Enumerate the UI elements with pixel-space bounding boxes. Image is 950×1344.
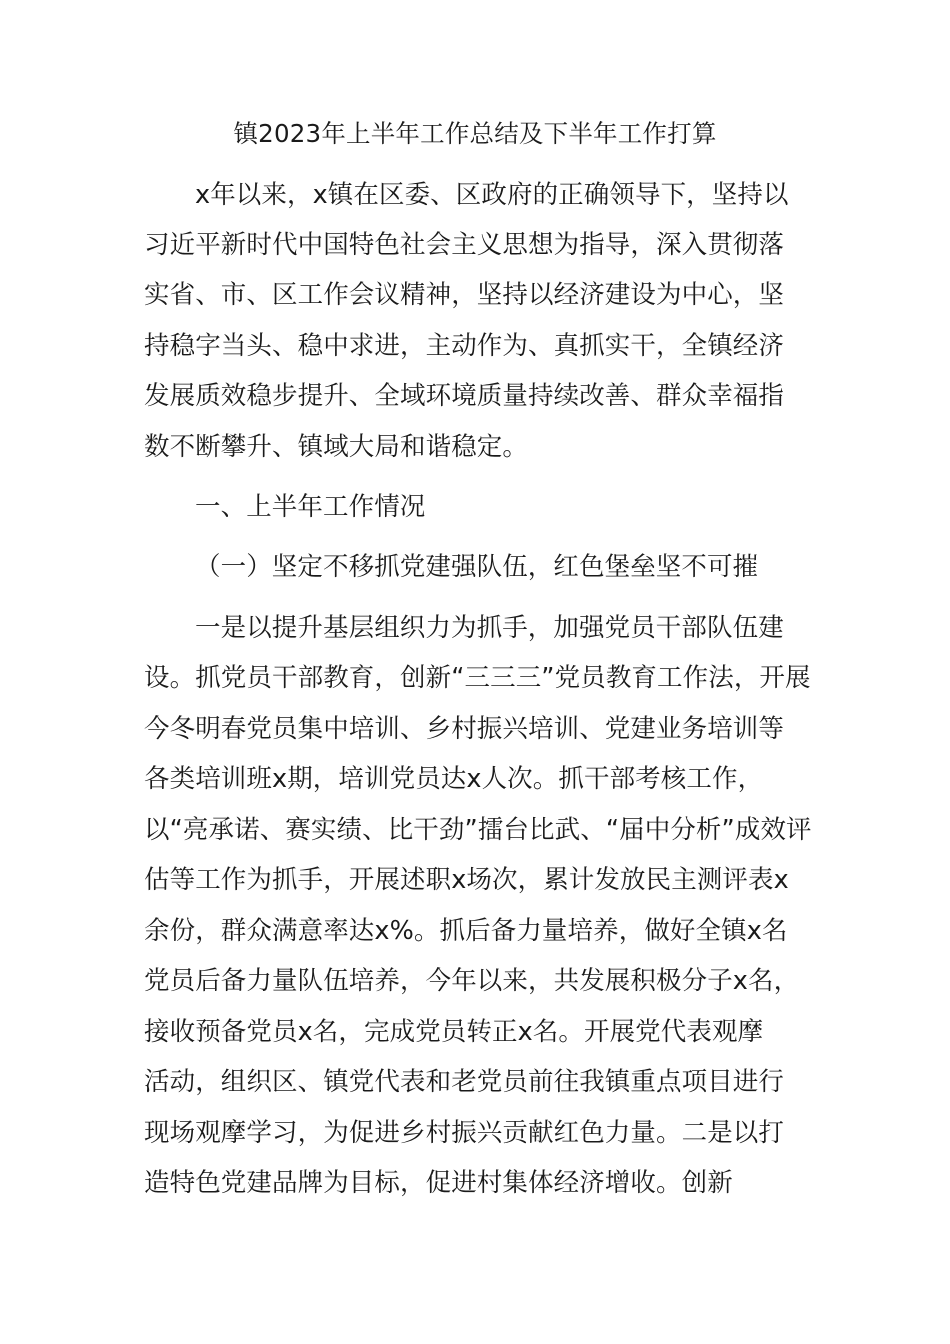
subsection-heading: （一）坚定不移抓党建强队伍，红色堡垒坚不可摧 xyxy=(195,552,759,582)
body-line: 今冬明春党员集中培训、乡村振兴培训、党建业务培训等 xyxy=(144,714,785,744)
body-line: 党员后备力量队伍培养，今年以来，共发展积极分子x名， xyxy=(144,966,800,996)
intro-line: 习近平新时代中国特色社会主义思想为指导，深入贯彻落 xyxy=(144,230,785,260)
intro-line: 发展质效稳步提升、全域环境质量持续改善、群众幸福指 xyxy=(144,381,785,411)
body-line: 接收预备党员x名，完成党员转正x名。开展党代表观摩 xyxy=(144,1017,764,1047)
section-heading: 一、上半年工作情况 xyxy=(195,492,426,522)
body-line: 一是以提升基层组织力为抓手，加强党员干部队伍建 xyxy=(195,613,784,643)
body-line: 余份，群众满意率达x%。抓后备力量培养，做好全镇x名 xyxy=(144,916,788,946)
body-line: 设。抓党员干部教育，创新“三三三”党员教育工作法，开展 xyxy=(144,663,811,693)
intro-line: x年以来，x镇在区委、区政府的正确领导下，坚持以 xyxy=(195,180,789,210)
intro-line: 实省、市、区工作会议精神，坚持以经济建设为中心，坚 xyxy=(144,280,785,310)
body-line: 各类培训班x期，培训党员达x人次。抓干部考核工作， xyxy=(144,764,764,794)
body-line: 估等工作为抓手，开展述职x场次，累计发放民主测评表x xyxy=(144,865,789,895)
intro-line: 持稳字当头、稳中求进，主动作为、真抓实干，全镇经济 xyxy=(144,331,785,361)
body-line: 活动，组织区、镇党代表和老党员前往我镇重点项目进行 xyxy=(144,1067,785,1097)
body-line: 造特色党建品牌为目标，促进村集体经济增收。创新 xyxy=(144,1168,733,1198)
body-line: 现场观摩学习，为促进乡村振兴贡献红色力量。二是以打 xyxy=(144,1118,785,1148)
body-line: 以“亮承诺、赛实绩、比干劲”擂台比武、“届中分析”成效评 xyxy=(144,815,812,845)
document-title: 镇2023年上半年工作总结及下半年工作打算 xyxy=(233,119,717,148)
intro-line: 数不断攀升、镇域大局和谐稳定。 xyxy=(144,432,529,462)
